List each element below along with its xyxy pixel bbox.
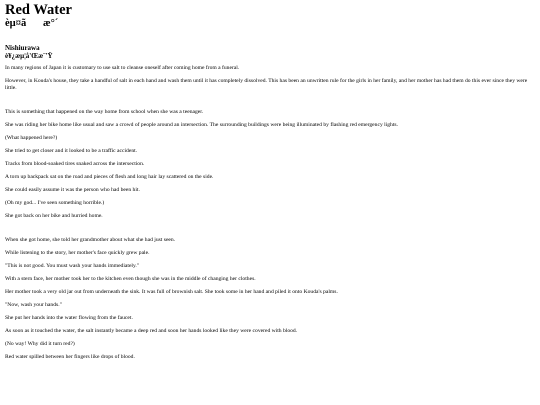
paragraph-15: With a stern face, her mother took her to the kitchen even though she was in the middle of changing her clothes. — [5, 276, 256, 282]
paragraph-8: A torn up backpack sat on the road and pieces of flesh and long hair lay scattered on the side. — [5, 174, 214, 180]
paragraph-20: (No way! Why did it turn red?) — [5, 341, 75, 347]
paragraph-4: She was riding her bike home like usual and saw a crowd of people around an intersection. The surrounding buildings were being illuminated by flashing red emergency lights. — [5, 122, 398, 128]
paragraph-11: She got back on her bike and hurried home. — [5, 213, 103, 219]
paragraph-18: She put her hands into the water flowing from the faucet. — [5, 315, 133, 321]
paragraph-2: However, in Kouda's house, they take a handful of salt in each hand and wash them until it has completely dissolved. This has been an unwritten rule for the girls in her family, and her mother has had them do this ever since they were little. — [5, 78, 528, 91]
author-name: Nishiurawa — [5, 44, 40, 52]
paragraph-10: (Oh my god... I've seen something horrible.) — [5, 200, 105, 206]
paragraph-12: When she got home, she told her grandmother about what she had just seen. — [5, 237, 176, 243]
paragraph-1: In many regions of Japan it is customary to use salt to cleanse oneself after coming home from a funeral. — [5, 65, 240, 71]
paragraph-17: "Now, wash your hands." — [5, 302, 62, 308]
paragraph-7: Tracks from blood-soaked tires snaked across the intersection. — [5, 161, 145, 167]
paragraph-21: Red water spilled between her fingers like drops of blood. — [5, 354, 135, 360]
section-gap — [5, 226, 535, 237]
section-gap — [5, 98, 535, 109]
paragraph-14: "This is not good. You must wash your hands immediately." — [5, 263, 140, 269]
paragraph-6: She tried to get closer and it looked to be a traffic accident. — [5, 148, 138, 154]
paragraph-9: She could easily assume it was the person who had been hit. — [5, 187, 140, 193]
paragraph-16: Her mother took a very old jar out from underneath the sink. It was full of brownish salt. She took some in her hand and piled it onto Kouda's palms. — [5, 289, 338, 295]
paragraph-13: While listening to the story, her mother's face quickly grew pale. — [5, 250, 150, 256]
story-title-mojibake: èµ¤ãæ°´ — [5, 18, 59, 29]
author-block — [5, 44, 535, 60]
story-title: Red Water — [5, 2, 72, 18]
paragraph-3: This is something that happened on the way home from school when she was a teenager. — [5, 109, 204, 115]
author-name-mojibake: è¥¿æµ¦å'Œæ¨'Ÿ — [5, 52, 53, 60]
paragraph-5: (What happened here?) — [5, 135, 58, 141]
paragraph-19: As soon as it touched the water, the salt instantly became a deep red and soon her hands looked like they were covered with blood. — [5, 328, 298, 334]
